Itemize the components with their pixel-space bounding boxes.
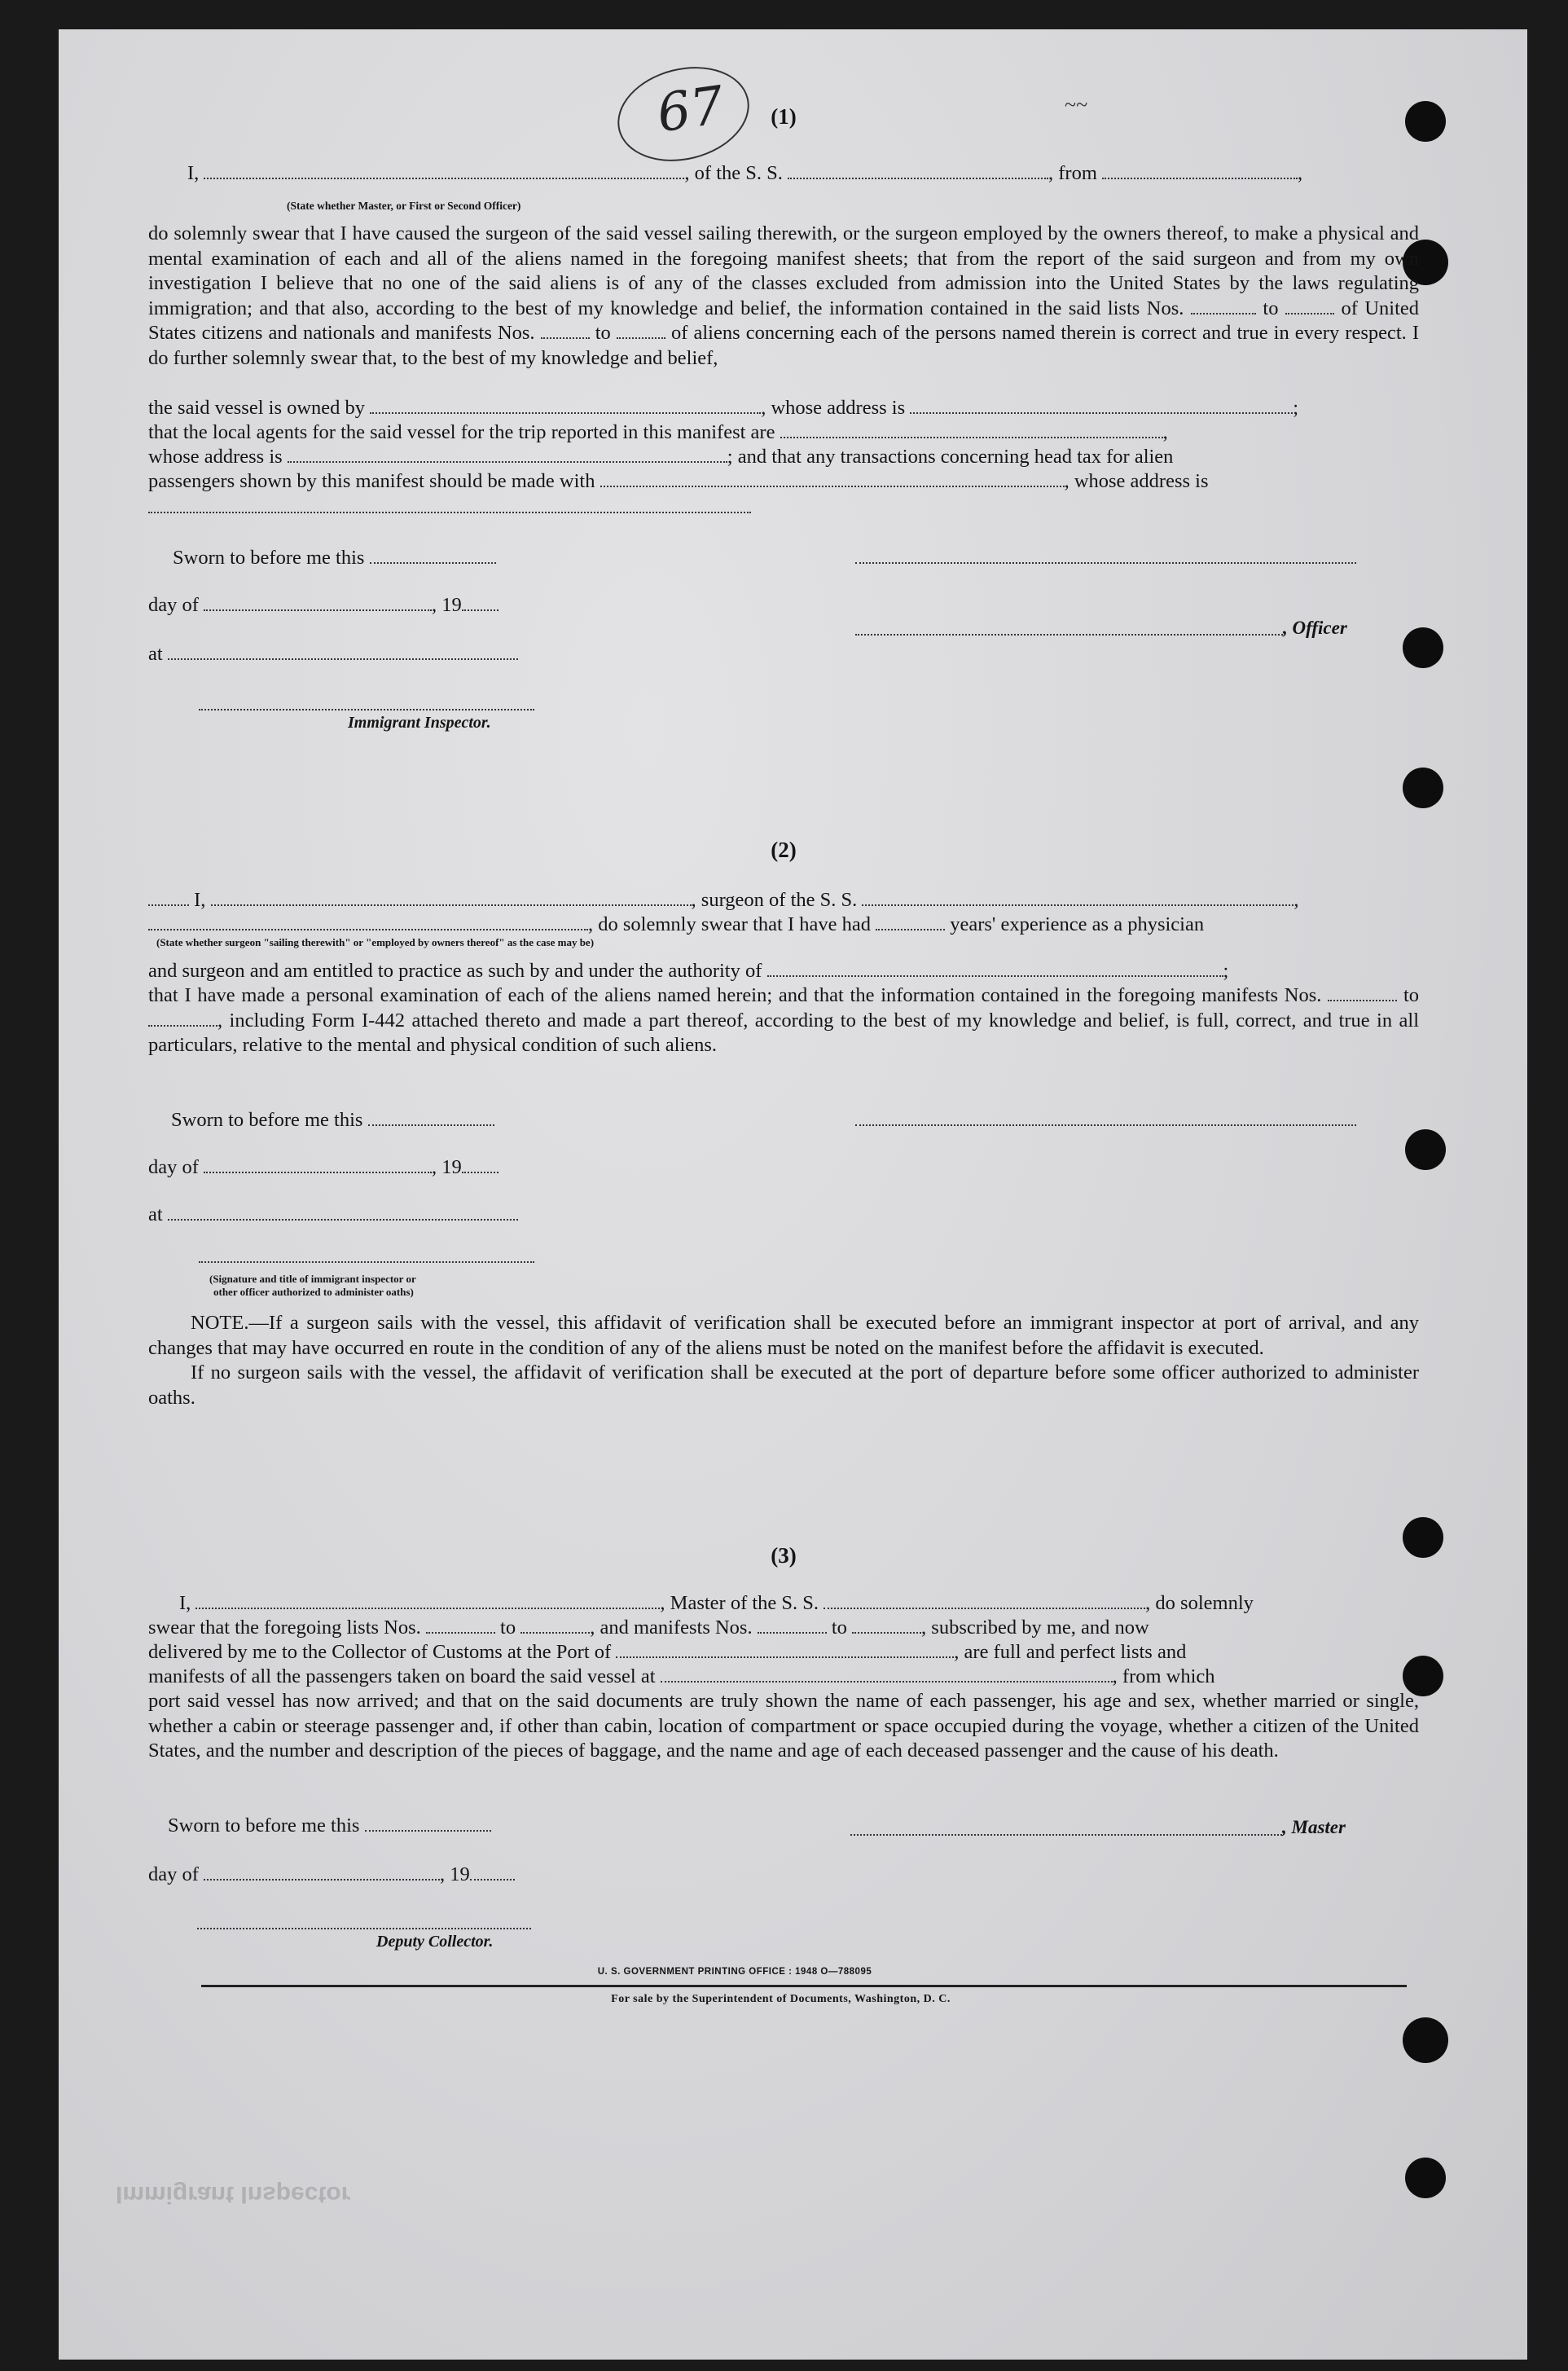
officer-caption: (State whether Master, or First or Second Officer)	[287, 200, 521, 212]
from-label: , from	[1048, 162, 1097, 184]
day-of-label: day of	[148, 594, 199, 616]
years-field[interactable]	[876, 914, 945, 930]
head-tax-address-field[interactable]	[148, 512, 751, 513]
agents-label: that the local agents for the said vessel for the trip reported in this manifest are	[148, 421, 775, 443]
place-field[interactable]	[168, 644, 518, 660]
sworn-row	[148, 1108, 1419, 1133]
section3-line4	[148, 1665, 1419, 1690]
section3-body	[148, 1689, 1419, 1764]
year-prefix: , 19	[432, 594, 462, 616]
to-label: to	[1263, 297, 1279, 319]
at-row	[148, 642, 1419, 667]
manifests-of-label: manifests of all the passengers taken on board the said vessel at	[148, 1665, 656, 1687]
ship-name-field[interactable]	[824, 1593, 1145, 1609]
inspector-signature-field[interactable]	[199, 1261, 534, 1263]
at-label: at	[148, 643, 163, 665]
sig-caption-line1: (Signature and title of immigrant inspector or	[209, 1273, 416, 1285]
at-label: at	[148, 1203, 163, 1225]
collector-signature-field[interactable]	[197, 1928, 531, 1929]
address-label: , whose address is	[761, 397, 906, 419]
year-field[interactable]	[462, 595, 499, 611]
subscribed-label: , subscribed by me, and now	[921, 1617, 1149, 1639]
officer-name-field[interactable]	[204, 163, 684, 179]
document-page	[59, 29, 1527, 2360]
from-port-field[interactable]	[1102, 163, 1298, 179]
owned-by-label: the said vessel is owned by	[148, 397, 366, 419]
master-signature-field[interactable]	[850, 1834, 1282, 1836]
sworn-label: Sworn to before me this	[168, 1815, 360, 1837]
signature-line[interactable]	[855, 562, 1356, 564]
section3-line3	[148, 1640, 1419, 1665]
manifests-to-field[interactable]	[852, 1617, 921, 1634]
manifests-from-field[interactable]	[541, 323, 590, 339]
to-label: to	[595, 322, 611, 344]
owner-field[interactable]	[370, 398, 761, 414]
to-label: to	[1403, 984, 1419, 1006]
section-number: (3)	[771, 1543, 797, 1568]
sworn-row	[148, 546, 1419, 571]
inspector-signature-field[interactable]	[199, 709, 534, 710]
address-label: whose address is	[148, 446, 283, 468]
full-perfect-label: , are full and perfect lists and	[954, 1641, 1187, 1663]
month-field[interactable]	[204, 1157, 432, 1173]
year-field[interactable]	[462, 1157, 499, 1173]
to-label: to	[831, 1617, 847, 1639]
passengers-row	[148, 469, 1419, 495]
master-label: , Master	[1282, 1817, 1346, 1837]
officer-signature-field[interactable]	[855, 634, 1283, 636]
delivered-label: delivered by me to the Collector of Customs at the Port of	[148, 1641, 612, 1663]
day-of-label: day of	[148, 1156, 199, 1178]
authority-row	[148, 959, 1419, 984]
manifests-to-field[interactable]	[617, 323, 665, 339]
section3-line2	[148, 1616, 1419, 1641]
pronoun-label: I,	[187, 162, 200, 184]
month-field[interactable]	[204, 595, 432, 611]
pronoun-label: I,	[194, 889, 206, 911]
authority-label: and surgeon and am entitled to practice as such by and under the authority of	[148, 960, 762, 982]
agents-field[interactable]	[780, 422, 1163, 438]
signature-line[interactable]	[855, 1124, 1356, 1126]
binder-hole	[1405, 2158, 1446, 2198]
lists-from-field[interactable]	[1191, 298, 1256, 315]
authority-field[interactable]	[767, 961, 1223, 977]
punctuation: ;	[1223, 960, 1229, 982]
address-label: , whose address is	[1064, 470, 1209, 492]
oath-text-3: of aliens concerning each of the persons named therein is correct and true in every respect. I do further solemnly swear that, to the best of my knowledge and belief,	[148, 322, 1420, 369]
note-paragraph: NOTE.—If a surgeon sails with the vessel, this affidavit of verification shall be executed before an immigrant inspector at port of arrival, and any changes that may have occurred en route in the condition of any of the aliens must be noted on the manifest before the affidavit is executed.	[148, 1312, 1419, 1359]
day-of-row	[148, 1155, 1419, 1181]
and-manifests-label: , and manifests Nos.	[590, 1617, 753, 1639]
solemnly-label: , do solemnly	[1145, 1592, 1254, 1614]
master-of-label: , Master of the S. S.	[660, 1592, 819, 1614]
section-number: (1)	[771, 104, 797, 129]
sworn-day-field[interactable]	[368, 1110, 494, 1126]
day-of-label: day of	[148, 1863, 199, 1885]
pronoun-label: I,	[179, 1592, 191, 1614]
years-label: years' experience as a physician	[950, 913, 1205, 935]
at-row	[148, 1203, 1419, 1228]
section1-line1	[148, 161, 1419, 187]
pen-mark: ~~	[1065, 93, 1088, 117]
section-number: (2)	[771, 838, 797, 862]
deputy-label: Deputy Collector.	[376, 1933, 494, 1951]
section1-body	[148, 222, 1419, 371]
month-field[interactable]	[204, 1864, 440, 1881]
lists-from-field[interactable]	[426, 1617, 495, 1634]
swear-label: swear that the foregoing lists Nos.	[148, 1617, 421, 1639]
section2-line2	[148, 913, 1419, 938]
bleed-through-text: Immigrant Inspector	[116, 2181, 351, 2208]
manifests-from-field[interactable]	[1328, 985, 1397, 1001]
oath-text: port said vessel has now arrived; and that on the said documents are truly shown the name of each passenger, his age and sex, whether married or single, whether a cabin or steerage passenger and, if other than cabin, location of compartment or space occupied during the voyage, whether a citizen of the United States, and the number and description of the pieces of baggage, and the name and age of each deceased passenger and the cause of his death.	[148, 1690, 1419, 1762]
to-label: to	[500, 1617, 516, 1639]
head-tax-text: ; and that any transactions concerning head tax for alien	[727, 446, 1174, 468]
punctuation: ,	[1162, 421, 1168, 443]
inspector-label: Immigrant Inspector.	[348, 714, 491, 732]
section2-body	[148, 983, 1419, 1058]
year-field[interactable]	[470, 1864, 515, 1881]
sig-caption-line2: other officer authorized to administer oaths)	[213, 1286, 414, 1298]
manifests-to-field[interactable]	[148, 1010, 217, 1027]
surgeon-of-label: , surgeon of the S. S.	[691, 889, 858, 911]
year-prefix: , 19	[440, 1863, 470, 1885]
note-paragraph-2: If no surgeon sails with the vessel, the affidavit of verification shall be executed at the port of departure before some officer authorized to administer oaths.	[148, 1361, 1419, 1409]
ship-name-field[interactable]	[862, 890, 1293, 906]
agents-address-field[interactable]	[288, 446, 727, 463]
lead-field[interactable]	[148, 890, 189, 906]
punctuation: ;	[1293, 397, 1299, 419]
manifests-from-field[interactable]	[758, 1617, 827, 1634]
passengers-label: passengers shown by this manifest should be made with	[148, 470, 595, 492]
oath-text-2: of United States citizens and nationals and manifests Nos.	[148, 297, 1420, 344]
lists-to-field[interactable]	[520, 1617, 590, 1634]
day-of-row	[148, 593, 1419, 618]
from-which-label: , from which	[1112, 1665, 1215, 1687]
departure-port-field[interactable]	[661, 1666, 1113, 1683]
binder-hole	[1403, 768, 1443, 808]
oath-text: do solemnly swear that I have caused the surgeon of the said vessel sailing therewith, or the surgeon employed by the owners thereof, to make a physical and mental examination of each and all of the aliens named in the foregoing manifest sheets; that from the report of the said surgeon and from my own investigation I believe that no one of the said aliens is of any of the classes excluded from admission into the United States by the laws regulating immigration; and that also, according to the best of my knowledge and belief, the information contained in the said lists Nos.	[148, 222, 1419, 319]
ship-label: , of the S. S.	[684, 162, 783, 184]
master-name-field[interactable]	[195, 1593, 660, 1609]
sworn-day-field[interactable]	[365, 1815, 491, 1832]
note-block	[148, 1311, 1419, 1410]
head-tax-agent-field[interactable]	[600, 471, 1065, 487]
section2-line1	[148, 888, 1419, 913]
day-of-row	[148, 1863, 1419, 1888]
agents-row	[148, 420, 1419, 446]
owner-address-field[interactable]	[910, 398, 1293, 414]
surgeon-caption: (State whether surgeon "sailing therewith" or "employed by owners thereof" as the case may be)	[156, 936, 595, 948]
for-sale-imprint: For sale by the Superintendent of Documents, Washington, D. C.	[611, 1993, 951, 2005]
printing-office-imprint: U. S. GOVERNMENT PRINTING OFFICE : 1948 O—788095	[597, 1967, 872, 1977]
oath-text-2: , including Form I-442 attached thereto and made a part thereof, according to the best of my knowledge and belief, is full, correct, and true in all particulars, relative to the mental and physical condition of such aliens.	[148, 1009, 1419, 1056]
section3-line1	[148, 1591, 1419, 1617]
sworn-label: Sworn to before me this	[173, 547, 365, 569]
footer-rule	[201, 1985, 1407, 1987]
swear-label: , do solemnly swear that I have had	[588, 913, 871, 935]
place-field[interactable]	[168, 1204, 518, 1221]
sworn-day-field[interactable]	[370, 548, 496, 564]
year-prefix: , 19	[432, 1156, 462, 1178]
ship-name-field[interactable]	[788, 163, 1048, 179]
binder-hole	[1403, 2017, 1448, 2063]
punctuation: ,	[1298, 162, 1303, 184]
officer-label: , Officer	[1283, 618, 1347, 638]
punctuation: ,	[1293, 889, 1299, 911]
owned-by-row	[148, 396, 1419, 421]
port-field[interactable]	[616, 1642, 954, 1658]
lists-to-field[interactable]	[1285, 298, 1334, 315]
sworn-label: Sworn to before me this	[171, 1109, 363, 1131]
surgeon-name-field[interactable]	[211, 890, 692, 906]
oath-text: that I have made a personal examination of each of the aliens named herein; and that the information contained in the foregoing manifests Nos.	[148, 984, 1322, 1006]
agents-address-row	[148, 445, 1419, 470]
handwritten-number: 67	[653, 75, 728, 145]
surgeon-type-field[interactable]	[148, 914, 588, 930]
